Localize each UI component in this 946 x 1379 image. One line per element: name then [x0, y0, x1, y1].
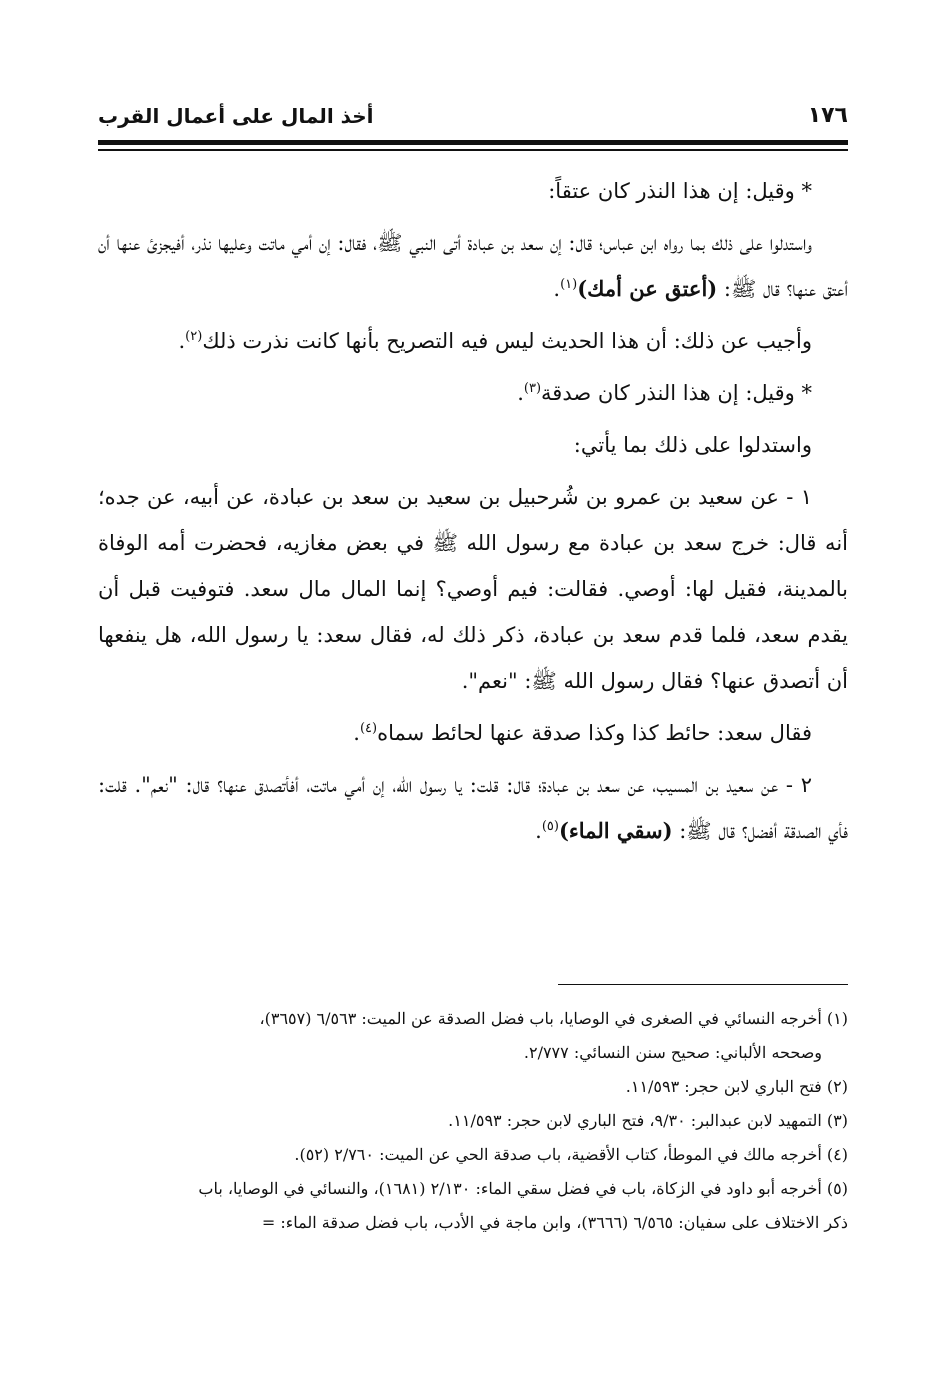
paragraph-5	[98, 422, 848, 468]
paragraph-2-text: واستدلوا على ذلك بما رواه ابن عباس؛ قال: إن سعد بن عبادة أتى النبي ﷺ، فقال: إن أمي ماتت وعليها نذر، أفيجزئ عنها أن أعتق عنها؟ قال ﷺ:	[98, 231, 848, 301]
paragraph-8	[98, 762, 848, 854]
paragraph-1	[98, 168, 848, 214]
paragraph-8-end: .	[535, 819, 542, 843]
paragraph-4-text: * وقيل: إن هذا النذر كان صدقة	[541, 381, 812, 405]
footnote-ref-2[interactable]: (٢)	[185, 329, 203, 344]
footnote-5	[98, 1172, 848, 1206]
header-rule-thick	[98, 140, 848, 145]
paragraph-7-text: فقال سعد: حائط كذا وكذا صدقة عنها لحائط سماه	[377, 721, 812, 745]
header-rule-thin	[98, 149, 848, 151]
footnote-2	[98, 1070, 848, 1104]
footnote-divider	[558, 984, 848, 985]
footnotes	[98, 1002, 848, 1240]
footnote-1-line-1: (١) أخرجه النسائي في الصغرى في الوصايا، باب فضل الصدقة عن الميت: ٦/٥٦٣ (٣٦٥٧)،	[259, 1009, 848, 1028]
footnote-2-text: (٢) فتح الباري لابن حجر: ١١/٥٩٣.	[625, 1077, 848, 1096]
paragraph-6-text: ١ - عن سعيد بن عمرو بن شُرحبيل بن سعيد بن سعد بن عبادة، عن أبيه، عن جده؛ أنه قال: خرج سعد بن عبادة مع رسول الله ﷺ في بعض مغازيه، فحضرت أمه الوفاة بالمدينة، فقيل لها: أوصي. فقالت: فيم أوصي؟ إنما المال مال سعد. فتوفيت قبل أن يقدم سعد، فلما قدم سعد بن عبادة، ذكر ذلك له، فقال سعد: يا رسول الله، هل ينفعها أن أتصدق عنها؟ فقال رسول الله ﷺ: "نعم".	[98, 485, 848, 693]
page-number: ١٧٦	[807, 103, 848, 128]
footnote-1-line-2: وصححه الألباني: صحيح سنن النسائي: ٢/٧٧٧.	[523, 1043, 822, 1062]
paragraph-7	[98, 710, 848, 756]
footnote-5-continuation	[98, 1206, 848, 1240]
paragraph-1-text: * وقيل: إن هذا النذر كان عتقاً:	[548, 179, 812, 203]
footnote-1-continuation	[98, 1036, 848, 1070]
footnote-ref-4[interactable]: (٤)	[359, 721, 378, 736]
body-text	[98, 168, 848, 860]
running-title: أخذ المال على أعمال القرب	[98, 104, 374, 128]
footnote-ref-3[interactable]: (٣)	[523, 381, 542, 396]
footnote-3-text: (٣) التمهيد لابن عبدالبر: ٩/٣٠، فتح الباري لابن حجر: ١١/٥٩٣.	[448, 1111, 848, 1130]
paragraph-7-end: .	[353, 721, 360, 745]
footnote-ref-1[interactable]: (١)	[560, 277, 578, 292]
paragraph-4-end: .	[517, 381, 524, 405]
footnote-ref-5[interactable]: (٥)	[541, 819, 559, 834]
footnote-5-line-1: (٥) أخرجه أبو داود في الزكاة، باب في فضل سقي الماء: ٢/١٣٠ (١٦٨١)، والنسائي في الوصايا، باب	[198, 1179, 848, 1198]
paragraph-3-text: وأجيب عن ذلك: أن هذا الحديث ليس فيه التصريح بأنها كانت نذرت ذلك	[202, 329, 812, 353]
paragraph-3-end: .	[178, 329, 186, 353]
footnote-5-line-2: ذكر الاختلاف على سفيان: ٦/٥٦٥ (٣٦٦٦)، وابن ماجة في الأدب، باب فضل صدقة الماء: =	[261, 1213, 848, 1232]
paragraph-4	[98, 370, 848, 416]
footnote-4-text: (٤) أخرجه مالك في الموطأ، كتاب الأقضية، باب صدقة الحي عن الميت: ٢/٧٦٠ (٥٢).	[294, 1145, 848, 1164]
paragraph-8-text: ٢ - عن سعيد بن المسيب، عن سعد بن عبادة؛ قال: قلت: يا رسول الله، إن أمي ماتت، أفأتصدق عنها؟ قال: "نعم". قلت: فأي الصدقة أفضل؟ قال ﷺ:	[98, 773, 848, 843]
paragraph-5-text: واستدلوا على ذلك بما يأتي:	[573, 433, 812, 457]
hadith-quote-2: (سقي الماء)	[558, 818, 673, 843]
footnote-3	[98, 1104, 848, 1138]
paragraph-2-end: .	[553, 277, 561, 301]
paragraph-2	[98, 220, 848, 312]
running-header	[98, 96, 848, 136]
hadith-quote-1: (أعتق عن أمك)	[577, 276, 718, 301]
footnote-4	[98, 1138, 848, 1172]
footnote-1	[98, 1002, 848, 1036]
paragraph-3	[98, 318, 848, 364]
paragraph-6	[98, 474, 848, 704]
